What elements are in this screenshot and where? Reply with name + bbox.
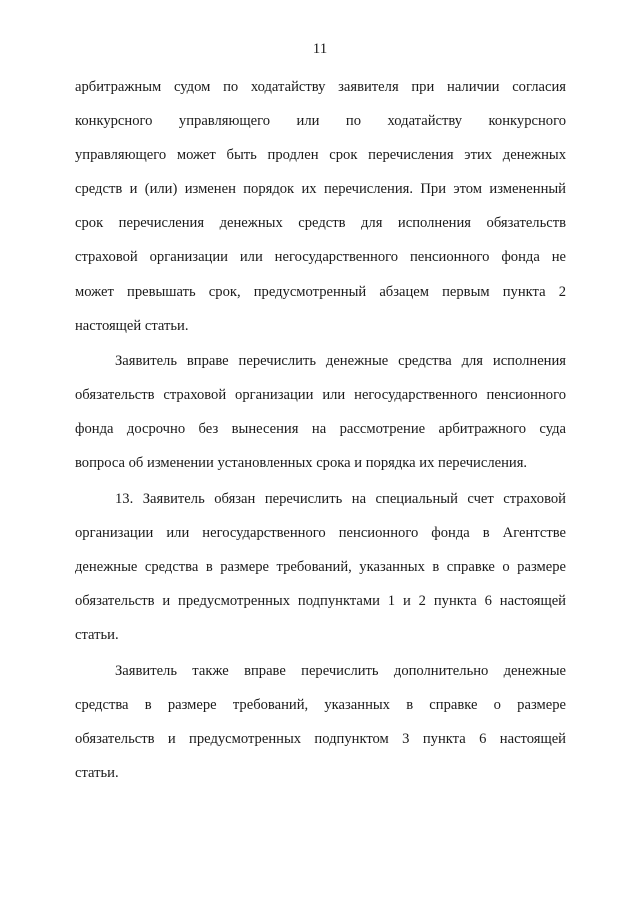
paragraph-line: статьи. bbox=[75, 627, 119, 644]
paragraph-line: средств и (или) изменен порядок их перечисления. При этом измененный bbox=[75, 181, 566, 198]
paragraph-line: обязательств и предусмотренных подпунктами 1 и 2 пункта 6 настоящей bbox=[75, 593, 566, 610]
paragraph-1 bbox=[75, 70, 566, 343]
paragraph-line: настоящей статьи. bbox=[75, 317, 189, 334]
paragraph-line: вопроса об изменении установленных срока и порядка их перечисления. bbox=[75, 455, 528, 472]
page-number: 11 bbox=[312, 41, 328, 57]
paragraph-line: Заявитель также вправе перечислить дополнительно денежные bbox=[115, 663, 566, 679]
paragraph-line: организации или негосударственного пенсионного фонда в Агентстве bbox=[75, 525, 566, 542]
paragraph-2 bbox=[75, 344, 566, 480]
paragraph-line: обязательств страховой организации или негосударственного пенсионного bbox=[75, 387, 566, 404]
paragraph-line: может превышать срок, предусмотренный абзацем первым пункта 2 bbox=[75, 283, 566, 300]
paragraph-4 bbox=[75, 654, 566, 790]
paragraph-line: денежные средства в размере требований, указанных в справке о размере bbox=[75, 559, 566, 576]
paragraph-line: 13. Заявитель обязан перечислить на специальный счет страховой bbox=[115, 491, 566, 507]
paragraph-line: конкурсного управляющего или по ходатайству конкурсного bbox=[75, 113, 566, 130]
paragraph-line: срок перечисления денежных средств для исполнения обязательств bbox=[75, 215, 566, 232]
paragraph-line: статьи. bbox=[75, 765, 119, 782]
paragraph-line: Заявитель вправе перечислить денежные средства для исполнения bbox=[115, 353, 566, 369]
paragraph-line: обязательств и предусмотренных подпунктом 3 пункта 6 настоящей bbox=[75, 731, 566, 748]
paragraph-3 bbox=[75, 482, 566, 652]
paragraph-line: средства в размере требований, указанных в справке о размере bbox=[75, 697, 566, 714]
paragraph-line: страховой организации или негосударственного пенсионного фонда не bbox=[75, 249, 566, 266]
paragraph-line: фонда досрочно без вынесения на рассмотрение арбитражного суда bbox=[75, 421, 566, 438]
paragraph-line: управляющего может быть продлен срок перечисления этих денежных bbox=[75, 147, 566, 164]
paragraph-line: арбитражным судом по ходатайству заявителя при наличии согласия bbox=[75, 79, 566, 95]
